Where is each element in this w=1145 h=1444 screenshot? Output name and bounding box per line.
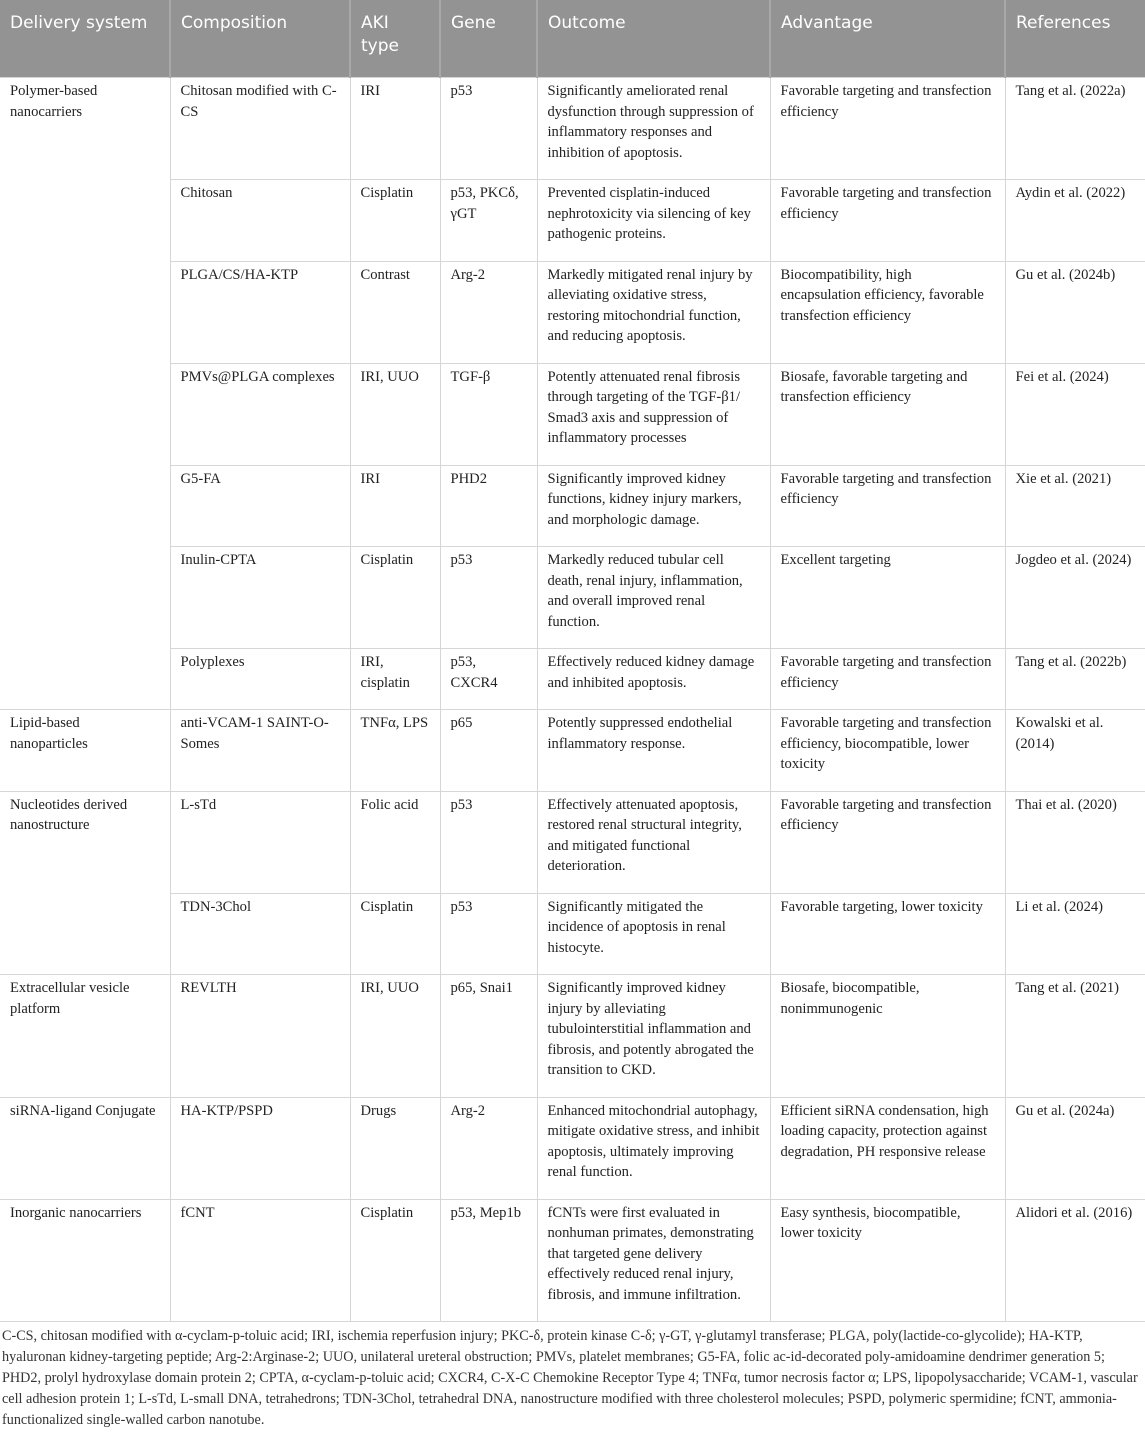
cell-references: Tang et al. (2021) [1005,975,1145,1098]
cell-references: Jogdeo et al. (2024) [1005,547,1145,649]
cell-delivery-system: Nucleotides derived nanostructure [0,791,170,975]
cell-composition: Polyplexes [170,649,350,710]
cell-gene: p53 [440,547,537,649]
cell-aki-type: Cisplatin [350,893,440,975]
cell-aki-type: Cisplatin [350,547,440,649]
table-row [0,649,1145,710]
cell-references: Gu et al. (2024b) [1005,261,1145,363]
cell-advantage: Biosafe, biocompatible, nonimmunogenic [770,975,1005,1098]
table-row [0,893,1145,975]
cell-advantage: Efficient siRNA condensation, high loading capacity, protection against degradation, PH responsive release [770,1097,1005,1199]
cell-aki-type: Cisplatin [350,1199,440,1322]
cell-gene: Arg-2 [440,1097,537,1199]
cell-composition: L-sTd [170,791,350,893]
cell-outcome: Potently suppressed endothelial inflammatory response. [537,710,770,792]
cell-advantage: Biosafe, favorable targeting and transfection efficiency [770,363,1005,465]
cell-gene: p53, PKCδ, γGT [440,180,537,262]
cell-aki-type: Cisplatin [350,180,440,262]
table-row [0,363,1145,465]
cell-composition: REVLTH [170,975,350,1098]
table-row [0,975,1145,1098]
cell-references: Gu et al. (2024a) [1005,1097,1145,1199]
cell-gene: p53 [440,893,537,975]
cell-advantage: Favorable targeting and transfection efficiency [770,649,1005,710]
cell-composition: Chitosan [170,180,350,262]
cell-aki-type: Folic acid [350,791,440,893]
cell-outcome: Markedly reduced tubular cell death, renal injury, inflammation, and overall improved renal function. [537,547,770,649]
table-row [0,710,1145,792]
table-footnote: C-CS, chitosan modified with α-cyclam-p-toluic acid; IRI, ischemia reperfusion injury; PKC-δ, protein kinase C-δ; γ-GT, γ-glutamyl transferase; PLGA, poly(lactide-co-glycolide); HA-KTP, hyaluronan kidney-targeting peptide; Arg-2:Arginase-2; UUO, unilateral ureteral obstruction; PMVs, platelet membranes; G5-FA, folic ac-id-decorated poly-amidoamine dendrimer generation 5; PHD2, prolyl hydroxylase domain protein 2; CPTA, α-cyclam-p-toluic acid; CXCR4, C-X-C Chemokine Receptor Type 4; TNFα, tumor necrosis factor α; LPS, lipopolysaccharide; VCAM-1, vascular cell adhesion protein 1; L-sTd, L-small DNA, tetrahedrons; TDN-3Chol, tetrahedral DNA, nanostructure modified with three cholesterol molecules; PSPD, polymeric spermidine; fCNT, ammonia-functionalized single-walled carbon nanotube. [2,1328,1138,1428]
cell-advantage: Favorable targeting and transfection efficiency [770,465,1005,547]
cell-aki-type: IRI [350,78,440,180]
cell-delivery-system: siRNA-ligand Conjugate [0,1097,170,1199]
table-row [0,791,1145,893]
cell-references: Xie et al. (2021) [1005,465,1145,547]
cell-outcome: Prevented cisplatin-induced nephrotoxicity via silencing of key pathogenic proteins. [537,180,770,262]
cell-references: Kowalski et al. (2014) [1005,710,1145,792]
cell-gene: p53, CXCR4 [440,649,537,710]
cell-delivery-system: Polymer-based nanocarriers [0,78,170,710]
cell-composition: PLGA/CS/HA-KTP [170,261,350,363]
cell-delivery-system: Lipid-based nanoparticles [0,710,170,792]
cell-composition: PMVs@PLGA complexes [170,363,350,465]
cell-aki-type: IRI, UUO [350,363,440,465]
cell-composition: Inulin-CPTA [170,547,350,649]
cell-aki-type: Drugs [350,1097,440,1199]
cell-gene: p65, Snai1 [440,975,537,1098]
cell-gene: p53 [440,78,537,180]
cell-gene: Arg-2 [440,261,537,363]
cell-advantage: Favorable targeting and transfection efficiency [770,791,1005,893]
cell-outcome: fCNTs were first evaluated in nonhuman primates, demonstrating that targeted gene delivery effectively reduced renal injury, fibrosis, and immune infiltration. [537,1199,770,1322]
cell-aki-type: IRI, cisplatin [350,649,440,710]
cell-advantage: Favorable targeting, lower toxicity [770,893,1005,975]
cell-references: Li et al. (2024) [1005,893,1145,975]
header-gene: Gene [440,0,537,78]
cell-references: Aydin et al. (2022) [1005,180,1145,262]
cell-delivery-system: Inorganic nanocarriers [0,1199,170,1322]
cell-references: Tang et al. (2022a) [1005,78,1145,180]
cell-advantage: Biocompatibility, high encapsulation efficiency, favorable transfection efficiency [770,261,1005,363]
cell-outcome: Enhanced mitochondrial autophagy, mitigate oxidative stress, and inhibit apoptosis, ultimately improving renal function. [537,1097,770,1199]
cell-outcome: Significantly mitigated the incidence of apoptosis in renal histocyte. [537,893,770,975]
cell-composition: anti-VCAM-1 SAINT-O-Somes [170,710,350,792]
cell-aki-type: IRI, UUO [350,975,440,1098]
cell-aki-type: Contrast [350,261,440,363]
header-outcome: Outcome [537,0,770,78]
cell-delivery-system: Extracellular vesicle platform [0,975,170,1098]
header-composition: Composition [170,0,350,78]
cell-gene: p53 [440,791,537,893]
cell-outcome: Effectively reduced kidney damage and inhibited apoptosis. [537,649,770,710]
cell-outcome: Significantly ameliorated renal dysfunction through suppression of inflammatory responses and inhibition of apoptosis. [537,78,770,180]
table-row [0,78,1145,180]
cell-composition: G5-FA [170,465,350,547]
table-header-row [0,0,1145,78]
cell-advantage: Favorable targeting and transfection efficiency [770,180,1005,262]
header-advantage: Advantage [770,0,1005,78]
table-row [0,1097,1145,1199]
cell-references: Fei et al. (2024) [1005,363,1145,465]
cell-composition: fCNT [170,1199,350,1322]
table-row [0,465,1145,547]
cell-references: Alidori et al. (2016) [1005,1199,1145,1322]
cell-aki-type: IRI [350,465,440,547]
table-row [0,261,1145,363]
cell-outcome: Effectively attenuated apoptosis, restored renal structural integrity, and mitigated functional deterioration. [537,791,770,893]
header-delivery-system: Delivery system [0,0,170,78]
cell-references: Tang et al. (2022b) [1005,649,1145,710]
table-body [0,78,1145,1322]
cell-gene: p65 [440,710,537,792]
cell-outcome: Markedly mitigated renal injury by alleviating oxidative stress, restoring mitochondrial function, and reducing apoptosis. [537,261,770,363]
cell-advantage: Easy synthesis, biocompatible, lower toxicity [770,1199,1005,1322]
table-row [0,180,1145,262]
header-references: References [1005,0,1145,78]
cell-aki-type: TNFα, LPS [350,710,440,792]
cell-gene: PHD2 [440,465,537,547]
cell-advantage: Favorable targeting and transfection efficiency [770,78,1005,180]
cell-references: Thai et al. (2020) [1005,791,1145,893]
cell-advantage: Favorable targeting and transfection efficiency, biocompatible, lower toxicity [770,710,1005,792]
cell-outcome: Significantly improved kidney functions, kidney injury markers, and morphologic damage. [537,465,770,547]
cell-outcome: Potently attenuated renal fibrosis through targeting of the TGF-β1/ Smad3 axis and suppression of inflammatory processes [537,363,770,465]
header-aki-type: AKI type [350,0,440,78]
cell-gene: p53, Mep1b [440,1199,537,1322]
table-row [0,547,1145,649]
table-row [0,1199,1145,1322]
cell-composition: HA-KTP/PSPD [170,1097,350,1199]
cell-gene: TGF-β [440,363,537,465]
cell-advantage: Excellent targeting [770,547,1005,649]
cell-composition: TDN-3Chol [170,893,350,975]
cell-composition: Chitosan modified with C-CS [170,78,350,180]
cell-outcome: Significantly improved kidney injury by alleviating tubulointerstitial inflammation and fibrosis, and potently abrogated the transition to CKD. [537,975,770,1098]
